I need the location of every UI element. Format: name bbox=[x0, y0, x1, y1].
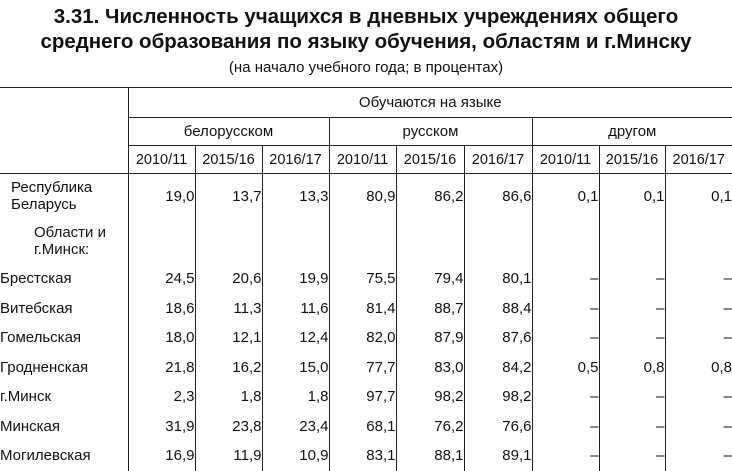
row-label-region: Брестская bbox=[0, 270, 72, 288]
empty-cell bbox=[396, 218, 464, 264]
empty-cell bbox=[532, 218, 599, 264]
table-cell: 98,2 bbox=[396, 382, 464, 412]
table-cell: – bbox=[665, 382, 732, 412]
table-cell: – bbox=[599, 294, 665, 324]
table-cell: 0,5 bbox=[532, 353, 599, 383]
table-cell: – bbox=[665, 412, 732, 442]
table-cell: 79,4 bbox=[396, 264, 464, 294]
table-cell: 75,5 bbox=[329, 264, 396, 294]
row-label-region: Минская bbox=[0, 417, 61, 435]
table-cell: 19,9 bbox=[262, 264, 329, 294]
table-cell: 16,9 bbox=[128, 441, 195, 471]
empty-cell bbox=[128, 218, 195, 264]
table-cell: 13,7 bbox=[195, 174, 262, 219]
table-cell: 24,5 bbox=[128, 264, 195, 294]
year-header: 2016/17 bbox=[262, 146, 329, 174]
table-body bbox=[0, 174, 732, 265]
table-cell: – bbox=[532, 294, 599, 324]
table-cell: – bbox=[532, 441, 599, 471]
table-cell: – bbox=[665, 441, 732, 471]
year-header: 2010/11 bbox=[329, 146, 396, 174]
table-cell: 0,1 bbox=[665, 174, 732, 219]
table-cell: 97,7 bbox=[329, 382, 396, 412]
table-cell: 76,2 bbox=[396, 412, 464, 442]
table-cell: 23,4 bbox=[262, 412, 329, 442]
table-row bbox=[0, 382, 732, 412]
row-label-region: г.Минск bbox=[0, 388, 52, 406]
table-cell: 19,0 bbox=[128, 174, 195, 219]
region-rows bbox=[0, 264, 732, 471]
empty-cell bbox=[195, 218, 262, 264]
table-cell: 0,8 bbox=[599, 353, 665, 383]
year-header: 2015/16 bbox=[599, 146, 665, 174]
table-cell: 84,2 bbox=[464, 353, 532, 383]
table-cell: 76,6 bbox=[464, 412, 532, 442]
table-header bbox=[0, 88, 732, 174]
table-cell: 87,6 bbox=[464, 323, 532, 353]
year-header: 2010/11 bbox=[128, 146, 195, 174]
table-cell: – bbox=[532, 412, 599, 442]
row-label-line-2: Беларусь bbox=[11, 196, 77, 213]
language-header-other: другом bbox=[532, 118, 732, 146]
row-label-line-1: Республика bbox=[11, 179, 93, 196]
table-cell: 18,0 bbox=[128, 323, 195, 353]
table-cell: 12,4 bbox=[262, 323, 329, 353]
table-cell: 88,4 bbox=[464, 294, 532, 324]
table-cell: 80,9 bbox=[329, 174, 396, 219]
table-cell: 87,9 bbox=[396, 323, 464, 353]
row-label-region: Витебская bbox=[0, 299, 73, 317]
title-line-1: 3.31. Численность учащихся в дневных учреждениях общего bbox=[53, 5, 679, 28]
empty-cell bbox=[599, 218, 665, 264]
group-header: Обучаются на языке bbox=[128, 88, 732, 118]
table-cell: – bbox=[665, 264, 732, 294]
table-cell: 10,9 bbox=[262, 441, 329, 471]
year-header: 2016/17 bbox=[665, 146, 732, 174]
table-cell: 13,3 bbox=[262, 174, 329, 219]
table-cell: – bbox=[599, 412, 665, 442]
table-cell: – bbox=[665, 323, 732, 353]
table-cell: 77,7 bbox=[329, 353, 396, 383]
table-cell: 11,3 bbox=[195, 294, 262, 324]
table-cell: – bbox=[665, 294, 732, 324]
title-line-2: среднего образования по языку обучения, областям и г.Минску bbox=[40, 30, 692, 53]
table-row bbox=[0, 323, 732, 353]
table-cell: 80,1 bbox=[464, 264, 532, 294]
page-subtitle: (на начало учебного года; в процентах) bbox=[228, 59, 504, 76]
table-cell: 1,8 bbox=[262, 382, 329, 412]
empty-cell bbox=[464, 218, 532, 264]
table-cell: – bbox=[599, 323, 665, 353]
table-cell: 11,9 bbox=[195, 441, 262, 471]
table-row-republic bbox=[0, 174, 732, 219]
row-label-region: Могилевская bbox=[0, 447, 91, 465]
table-cell: 12,1 bbox=[195, 323, 262, 353]
table-cell: 18,6 bbox=[128, 294, 195, 324]
table-cell: – bbox=[532, 323, 599, 353]
table-cell: 2,3 bbox=[128, 382, 195, 412]
table-cell: – bbox=[599, 264, 665, 294]
statistics-table bbox=[0, 87, 732, 471]
table-cell: 86,6 bbox=[464, 174, 532, 219]
empty-cell bbox=[665, 218, 732, 264]
table-cell: 98,2 bbox=[464, 382, 532, 412]
year-header: 2010/11 bbox=[532, 146, 599, 174]
table-cell: 82,0 bbox=[329, 323, 396, 353]
table-cell: – bbox=[532, 264, 599, 294]
table-row-section bbox=[0, 218, 732, 264]
table-cell: 11,6 bbox=[262, 294, 329, 324]
table-cell: 83,0 bbox=[396, 353, 464, 383]
language-header-belarusian: белорусском bbox=[128, 118, 329, 146]
section-label bbox=[0, 218, 128, 264]
language-header-russian: русском bbox=[329, 118, 532, 146]
table-cell: 88,1 bbox=[396, 441, 464, 471]
table-cell: 86,2 bbox=[396, 174, 464, 219]
table-row bbox=[0, 441, 732, 471]
table-cell: – bbox=[599, 441, 665, 471]
row-label-region: Гомельская bbox=[0, 329, 82, 347]
table-cell: 89,1 bbox=[464, 441, 532, 471]
section-label-line-1: Области и bbox=[34, 224, 106, 241]
table-cell: 1,8 bbox=[195, 382, 262, 412]
section-label-line-2: г.Минск: bbox=[34, 241, 90, 258]
table-cell: 15,0 bbox=[262, 353, 329, 383]
table-cell: 23,8 bbox=[195, 412, 262, 442]
row-label-region: Гродненская bbox=[0, 358, 89, 376]
year-header: 2016/17 bbox=[464, 146, 532, 174]
table-row bbox=[0, 353, 732, 383]
table-cell: 81,4 bbox=[329, 294, 396, 324]
table-cell: 88,7 bbox=[396, 294, 464, 324]
table-cell: 0,1 bbox=[532, 174, 599, 219]
table-row bbox=[0, 294, 732, 324]
table-cell: 0,1 bbox=[599, 174, 665, 219]
table-cell: 21,8 bbox=[128, 353, 195, 383]
table-cell: – bbox=[532, 382, 599, 412]
empty-cell bbox=[329, 218, 396, 264]
table-row bbox=[0, 412, 732, 442]
table-cell: 31,9 bbox=[128, 412, 195, 442]
table-cell: 68,1 bbox=[329, 412, 396, 442]
year-header: 2015/16 bbox=[396, 146, 464, 174]
table-cell: – bbox=[599, 382, 665, 412]
page-title bbox=[0, 4, 732, 54]
table-cell: 20,6 bbox=[195, 264, 262, 294]
empty-cell bbox=[262, 218, 329, 264]
row-label-republic bbox=[0, 174, 128, 219]
table-cell: 83,1 bbox=[329, 441, 396, 471]
table-row bbox=[0, 264, 732, 294]
table-cell: 0,8 bbox=[665, 353, 732, 383]
year-header: 2015/16 bbox=[195, 146, 262, 174]
table-cell: 16,2 bbox=[195, 353, 262, 383]
header-corner bbox=[0, 88, 128, 174]
